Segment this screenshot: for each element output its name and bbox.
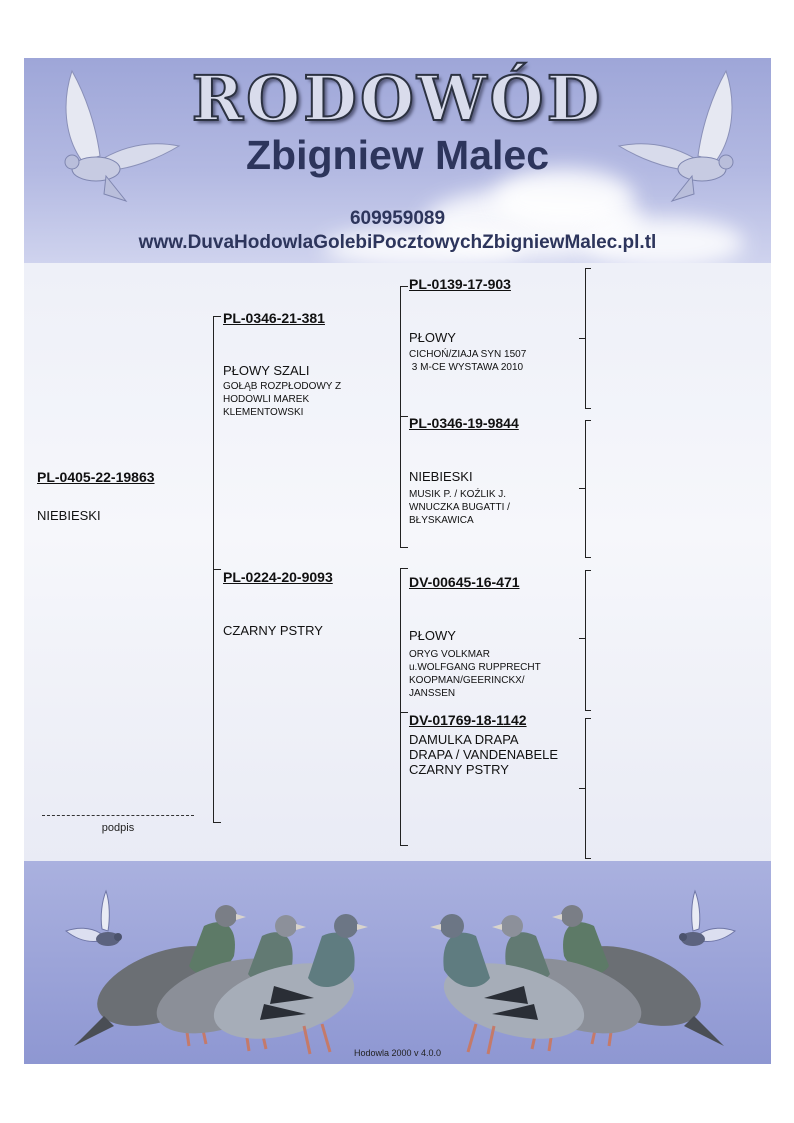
dam-dam-ring: DV-01769-18-1142: [409, 712, 527, 728]
bracket-tick: [585, 408, 591, 409]
bracket-tick: [579, 338, 585, 339]
page-title: RODOWÓD: [191, 62, 604, 135]
standing-pigeons-left-icon: [74, 886, 374, 1056]
signature-label: podpis: [101, 822, 135, 834]
sire-notes: GOŁĄB ROZPŁODOWY Z HODOWLI MAREK KLEMENTOWSKI: [223, 381, 342, 418]
bracket-ggp: [585, 718, 586, 858]
sire-dam-color: NIEBIESKI: [409, 469, 473, 484]
bracket-tick: [213, 822, 221, 823]
bracket-tick: [579, 488, 585, 489]
subject-color: NIEBIESKI: [37, 508, 101, 523]
bracket-tick: [400, 568, 408, 569]
bracket-tick: [400, 416, 408, 417]
owner-name: Zbigniew Malec: [246, 132, 549, 178]
bracket-tick: [579, 788, 585, 789]
bracket-ggp: [585, 420, 586, 557]
bracket-tick: [585, 420, 591, 421]
dam-dam-text: DAMULKA DRAPA DRAPA / VANDENABELE CZARNY PSTRY: [409, 732, 559, 777]
bracket-tick: [585, 858, 591, 859]
sire-dam-ring: PL-0346-19-9844: [409, 415, 519, 431]
dam-sire-color: PŁOWY: [409, 628, 456, 643]
software-version: Hodowla 2000 v 4.0.0: [353, 1048, 442, 1058]
bracket-dam-parents: [400, 568, 401, 845]
bracket-tick: [213, 569, 221, 570]
footer-banner: [24, 861, 771, 1064]
bracket-ggp: [585, 570, 586, 710]
subject-ring: PL-0405-22-19863: [37, 469, 155, 485]
bracket-tick: [400, 547, 408, 548]
dam-sire-notes: ORYG VOLKMAR u.WOLFGANG RUPPRECHT KOOPMAN/GEERINCKX/ JANSSEN: [409, 649, 541, 699]
pedigree-area: [24, 263, 771, 861]
phone-number: 609959089: [349, 208, 446, 229]
bracket-tick: [585, 268, 591, 269]
bracket-tick: [400, 712, 408, 713]
bracket-tick: [400, 845, 408, 846]
header-banner: [24, 58, 771, 263]
dam-color: CZARNY PSTRY: [223, 623, 323, 638]
bracket-tick: [585, 570, 591, 571]
bracket-tick: [585, 718, 591, 719]
bracket-ggp: [585, 268, 586, 408]
sire-color: PŁOWY SZALI: [223, 363, 310, 378]
dam-ring: PL-0224-20-9093: [223, 569, 333, 585]
sire-sire-ring: PL-0139-17-903: [409, 276, 511, 292]
dam-sire-ring: DV-00645-16-471: [409, 574, 520, 590]
bracket-tick: [585, 557, 591, 558]
pedigree-sheet: [24, 58, 771, 1064]
standing-pigeons-right-icon: [424, 886, 724, 1056]
sire-sire-color: PŁOWY: [409, 330, 456, 345]
bracket-tick: [585, 710, 591, 711]
sire-ring: PL-0346-21-381: [223, 310, 325, 326]
bracket-tick: [579, 638, 585, 639]
bracket-tick: [213, 316, 221, 317]
sire-dam-notes: MUSIK P. / KOŹLIK J. WNUCZKA BUGATTI / BŁYSKAWICA: [409, 489, 510, 526]
sire-sire-notes: CICHOŃ/ZIAJA SYN 1507 3 M-CE WYSTAWA 2010: [409, 349, 527, 373]
signature-line: [42, 815, 194, 816]
website-url: www.DuvaHodowlaGolebiPocztowychZbigniewMalec.pl.tl: [138, 232, 657, 253]
bracket-tick: [400, 286, 408, 287]
